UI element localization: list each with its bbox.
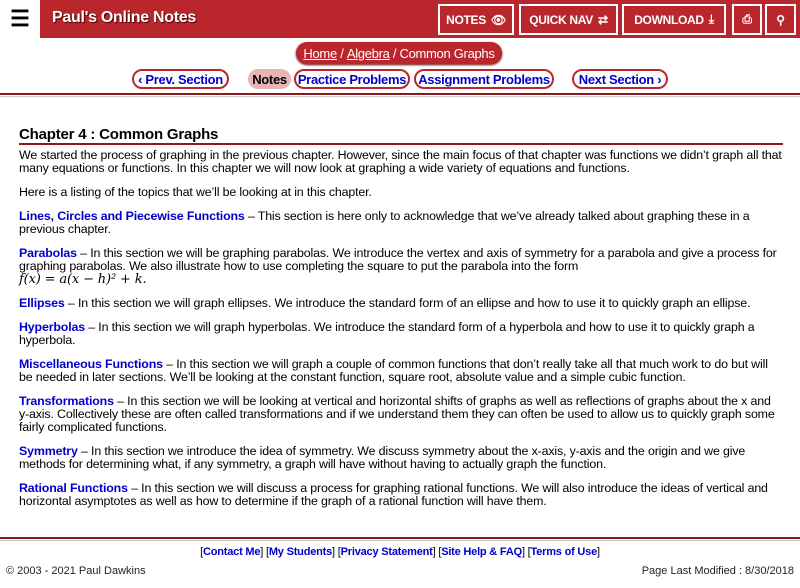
topic-link[interactable]: Hyperbolas bbox=[19, 320, 85, 334]
search-button[interactable] bbox=[765, 4, 796, 35]
topic-link[interactable]: Rational Functions bbox=[19, 481, 128, 495]
topic-item bbox=[19, 482, 783, 508]
copyright: © 2003 - 2021 Paul Dawkins bbox=[6, 565, 146, 577]
next-label: Next Section bbox=[578, 71, 654, 87]
assignment-problems-tab[interactable]: Assignment Problems bbox=[414, 69, 554, 89]
topic-item bbox=[19, 395, 783, 434]
breadcrumb-sep: / bbox=[336, 45, 347, 61]
download-label: DOWNLOAD bbox=[634, 12, 704, 27]
search-icon: ⚲ bbox=[776, 12, 785, 27]
terms-link[interactable]: Terms of Use bbox=[530, 546, 597, 558]
top-bar bbox=[40, 0, 800, 38]
topic-link[interactable]: Symmetry bbox=[19, 444, 78, 458]
topic-link[interactable]: Ellipses bbox=[19, 296, 65, 310]
topic-desc: – This section is here only to acknowledge that we’ve already talked about graphing these in a previous chapter. bbox=[19, 209, 750, 236]
hamburger-icon[interactable]: ☰ bbox=[10, 6, 30, 31]
intro-paragraph: We started the process of graphing in the previous chapter. However, since the main focus of that chapter was functions we didn’t graph all that many equations or functions. In this chapter we will now look at graphing a wide variety of equations and functions. bbox=[19, 148, 782, 175]
breadcrumb-algebra[interactable]: Algebra bbox=[346, 45, 390, 61]
topic-desc: – In this section we will be looking at vertical and horizontal shifts of graphs as well as reflections of graphs about the x and y-axis. Collectively these are often called transformations and if we understand them they can often be used to allow us to quickly graph some fairly complicated functions. bbox=[19, 394, 775, 434]
topic-desc: – In this section we will be graphing parabolas. We introduce the vertex and axis of symmetry for a parabola and give a process for graphing parabolas. We also illustrate how to use completing the square to put the parabola into the form bbox=[19, 246, 777, 273]
notes-tab[interactable]: Notes bbox=[248, 69, 291, 89]
swap-arrows-icon: ⇄ bbox=[597, 12, 608, 27]
topic-item bbox=[19, 358, 783, 384]
eye-icon: 👁 bbox=[490, 12, 506, 27]
footer-links: [Contact Me] [My Students] [Privacy Statement] [Site Help & FAQ] [Terms of Use] bbox=[200, 546, 600, 558]
print-icon: ⎙ bbox=[742, 12, 752, 26]
topic-link[interactable]: Transformations bbox=[19, 394, 114, 408]
privacy-link[interactable]: Privacy Statement bbox=[340, 546, 433, 558]
topic-link[interactable]: Lines, Circles and Piecewise Functions bbox=[19, 209, 245, 223]
next-section-button[interactable] bbox=[572, 69, 668, 89]
topic-item bbox=[19, 297, 783, 310]
breadcrumb bbox=[296, 42, 502, 64]
topic-desc: – In this section we will graph a couple of common functions that don’t really take all that much work to do but will be needed in later sections. We’ll be looking at the constant function, square root, absolute value and a simple cubic function. bbox=[19, 357, 768, 384]
breadcrumb-home[interactable]: Home bbox=[303, 45, 337, 61]
practice-problems-tab[interactable]: Practice Problems bbox=[294, 69, 410, 89]
topic-item bbox=[19, 247, 783, 286]
quick-nav-label: QUICK NAV bbox=[529, 12, 593, 27]
main-content bbox=[19, 128, 783, 519]
breadcrumb-current: Common Graphs bbox=[399, 45, 495, 61]
download-button[interactable] bbox=[622, 4, 726, 35]
contact-link[interactable]: Contact Me bbox=[202, 546, 261, 558]
quick-nav-button[interactable] bbox=[519, 4, 618, 35]
chevron-left-icon: ‹ bbox=[138, 71, 146, 87]
topic-item bbox=[19, 210, 783, 236]
topic-desc: – In this section we will graph ellipses. We introduce the standard form of an ellipse and how to use it to quickly graph an ellipse. bbox=[64, 296, 751, 310]
footer-divider bbox=[0, 537, 800, 541]
chevron-right-icon: › bbox=[653, 71, 662, 87]
prev-label: Prev. Section bbox=[145, 71, 223, 87]
print-button[interactable] bbox=[732, 4, 762, 35]
prev-section-button[interactable] bbox=[132, 69, 229, 89]
my-students-link[interactable]: My Students bbox=[268, 546, 333, 558]
topic-link[interactable]: Miscellaneous Functions bbox=[19, 357, 163, 371]
divider bbox=[0, 93, 800, 97]
site-title[interactable]: Paul's Online Notes bbox=[52, 9, 196, 26]
topic-desc: – In this section we will graph hyperbolas. We introduce the standard form of a hyperbola and how to use it to quickly graph a hyperbola. bbox=[19, 320, 755, 347]
notes-button[interactable] bbox=[438, 4, 514, 35]
topic-item bbox=[19, 445, 783, 471]
topic-desc: – In this section we introduce the idea of symmetry. We discuss symmetry about the x-axis, y-axis and the origin and we give methods for determining what, if any symmetry, a graph will have without having to actually graph the function. bbox=[19, 444, 746, 471]
notes-label: NOTES bbox=[446, 12, 486, 27]
topic-desc: – In this section we will discuss a process for graphing rational functions. We will also introduce the ideas of vertical and horizontal asymptotes as well as how to determine if the graph of a rational function will have them. bbox=[19, 481, 768, 508]
page-title: Chapter 4 : Common Graphs bbox=[19, 128, 783, 145]
breadcrumb-sep: / bbox=[389, 45, 400, 61]
download-icon: ⤓ bbox=[708, 12, 714, 26]
topic-item bbox=[19, 321, 783, 347]
last-modified: Page Last Modified : 8/30/2018 bbox=[641, 565, 794, 577]
topic-link[interactable]: Parabolas bbox=[19, 246, 77, 260]
help-link[interactable]: Site Help & FAQ bbox=[441, 546, 522, 558]
intro-paragraph: Here is a listing of the topics that we’ll be looking at in this chapter. bbox=[19, 185, 372, 199]
math-formula: f(x) = a(x − h)² + k. bbox=[19, 272, 147, 287]
